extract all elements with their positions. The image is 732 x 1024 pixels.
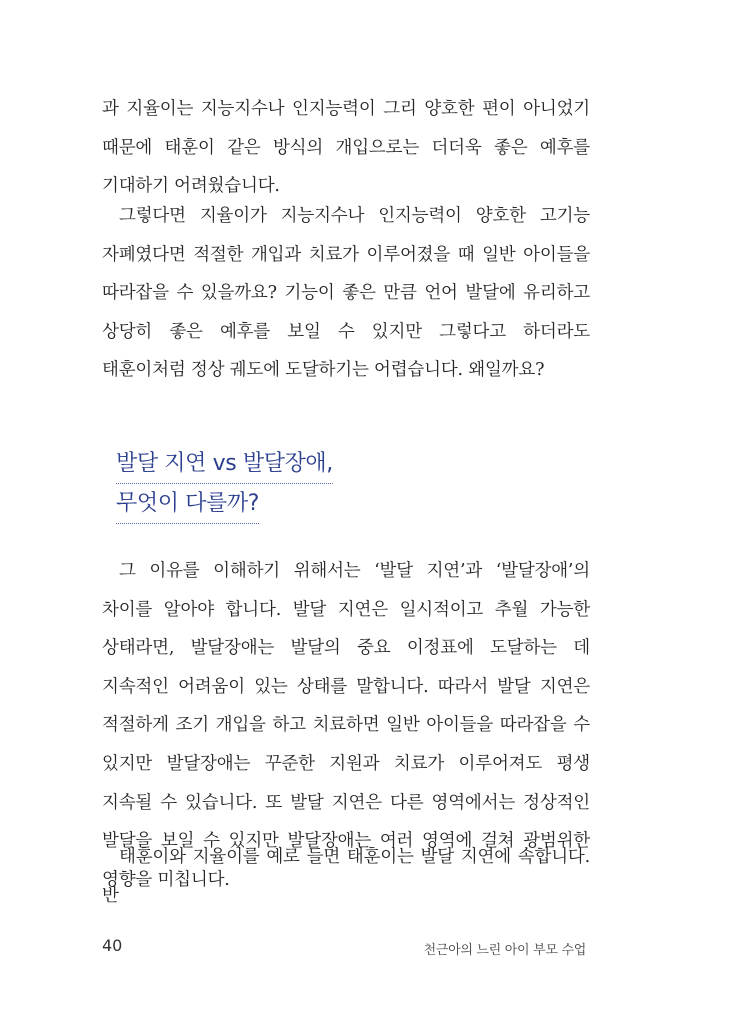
- running-footer-book-title: 천근아의 느린 아이 부모 수업: [423, 943, 586, 958]
- body-paragraph: 그 이유를 이해하기 위해서는 ‘발달 지연’과 ‘발달장애’의 차이를 알아야 합니다. 발달 지연은 일시적이고 추월 가능한 상태라면, 발달장애는 발달의 중요 이정표에 도달하는 데 지속적인 어려움이 있는 상태를 말합니다. 따라서 발달 지연은 적절하게 조기 개입을 하고 치료하면 일반 아이들을 따라잡을 수 있지만 발달장애는 꾸준한 지원과 치료가 이루어져도 평생 지속될 수 있습니다. 또 발달 지연은 다른 영역에서는 정상적인 발달을 보일 수 있지만 발달장애는 여러 영역에 걸쳐 광범위한 영향을 미칩니다.: [102, 561, 590, 890]
- section-heading-line-1: 발달 지연 vs 발달장애,: [116, 449, 333, 484]
- page-number: 40: [102, 936, 123, 955]
- section-heading-line-2: 무엇이 다를까?: [116, 489, 259, 524]
- body-paragraph: 태훈이와 지율이를 예로 들면 태훈이는 발달 지연에 속합니다. 반: [102, 847, 590, 906]
- body-paragraph: 그렇다면 지율이가 지능지수나 인지능력이 양호한 고기능 자폐였다면 적절한 개입과 치료가 이루어졌을 때 일반 아이들을 따라잡을 수 있을까요? 기능이 좋은 만큼 언어 발달에 유리하고 상당히 좋은 예후를 보일 수 있지만 그렇다고 하더라도 태훈이처럼 정상 궤도에 도달하기는 어렵습니다. 왜일까요?: [102, 206, 590, 381]
- body-paragraph: 과 지율이는 지능지수나 인지능력이 그리 양호한 편이 아니었기 때문에 태훈이 같은 방식의 개입으로는 더더욱 좋은 예후를 기대하기 어려웠습니다.: [102, 99, 590, 197]
